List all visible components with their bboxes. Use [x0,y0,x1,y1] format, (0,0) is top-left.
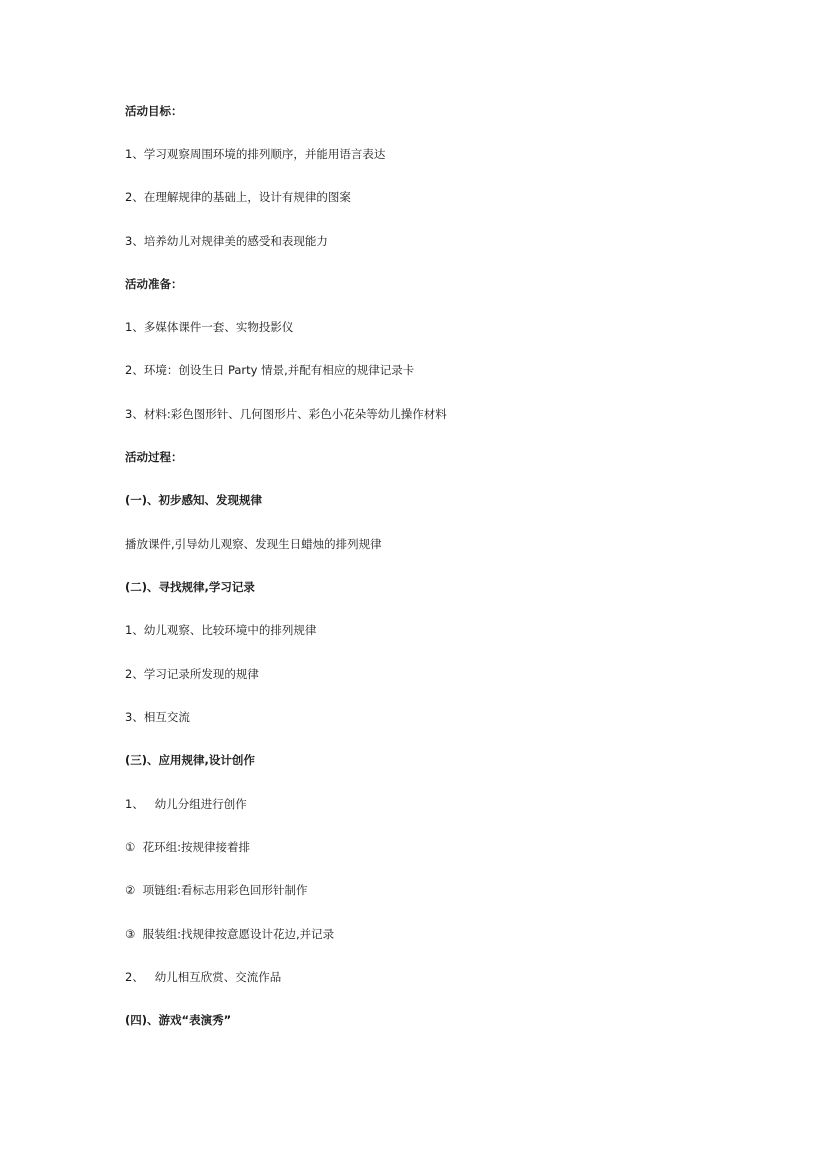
process-section-3-title: (三)、应用规律,设计创作 [125,753,255,767]
process-section-2-title: (二)、寻找规律,学习记录 [125,580,255,594]
goal-item-1: 1、学习观察周围环境的排列顺序，并能用语言表达 [125,147,386,161]
heading-activity-process: 活动过程： [125,450,183,464]
process-section-2-item-1: 1、幼儿观察、比较环境中的排列规律 [125,623,317,637]
process-section-4-title: (四)、游戏“表演秀” [125,1013,232,1027]
process-section-2-item-2: 2、学习记录所发现的规律 [125,667,259,681]
process-section-2-item-3: 3、相互交流 [125,710,190,724]
preparation-item-1: 1、多媒体课件一套、实物投影仪 [125,320,294,334]
preparation-item-2: 2、环境：创设生日 Party 情景,并配有相应的规律记录卡 [125,363,415,377]
preparation-item-3: 3、材料:彩色图形针、几何图形片、彩色小花朵等幼儿操作材料 [125,407,447,421]
goal-item-2: 2、在理解规律的基础上，设计有规律的图案 [125,190,351,204]
process-section-1-title: (一)、初步感知、发现规律 [125,493,263,507]
process-section-3-item-2: 2、 幼儿相互欣赏、交流作品 [125,970,282,984]
heading-activity-goals: 活动目标： [125,104,183,118]
heading-activity-preparation: 活动准备： [125,277,183,291]
goal-item-3: 3、培养幼儿对规律美的感受和表现能力 [125,234,328,248]
process-section-3-group-1: ① 花环组:按规律接着排 [125,840,250,854]
process-section-1-text: 播放课件,引导幼儿观察、发现生日蜡烛的排列规律 [125,537,382,551]
process-section-3-item-1: 1、 幼儿分组进行创作 [125,797,247,811]
process-section-3-group-2: ② 项链组:看标志用彩色回形针制作 [125,883,308,897]
process-section-3-group-3: ③ 服装组:找规律按意愿设计花边,并记录 [125,927,335,941]
